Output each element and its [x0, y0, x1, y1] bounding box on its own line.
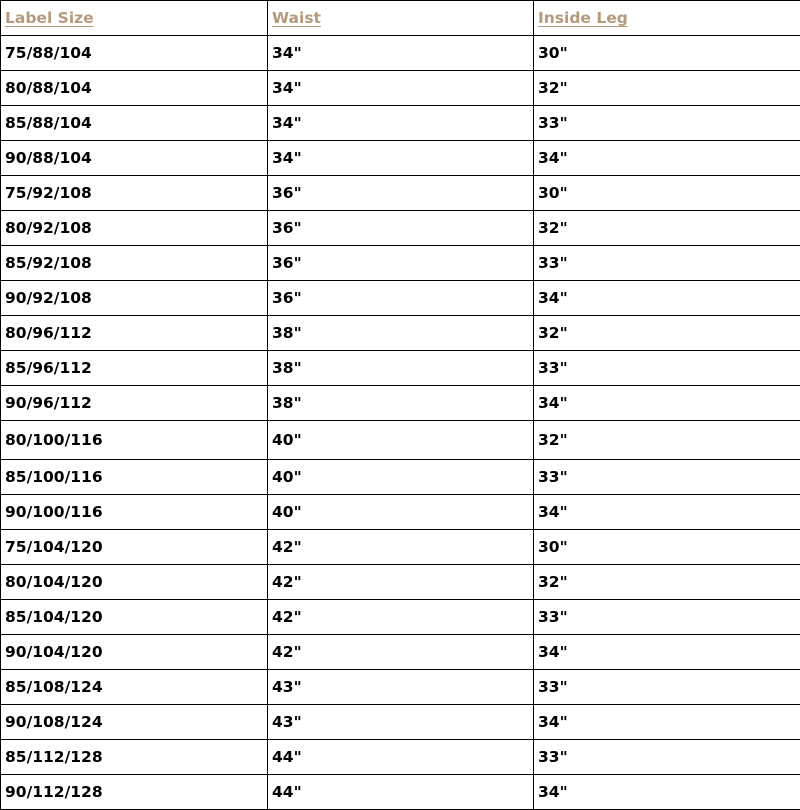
- cell-label-size: 75/104/120: [1, 530, 268, 565]
- table-row: [1, 176, 800, 211]
- cell-waist: 34": [268, 71, 534, 106]
- cell-label-size: 85/96/112: [1, 351, 268, 386]
- cell-waist: 44": [268, 740, 534, 775]
- cell-waist: 36": [268, 281, 534, 316]
- table-row: [1, 670, 800, 705]
- cell-inside-leg: 30": [534, 36, 800, 71]
- cell-inside-leg: 34": [534, 386, 800, 421]
- cell-label-size: 90/104/120: [1, 635, 268, 670]
- cell-inside-leg: 34": [534, 775, 800, 810]
- cell-waist: 36": [268, 246, 534, 281]
- table-row: [1, 740, 800, 775]
- cell-label-size: 90/108/124: [1, 705, 268, 740]
- cell-inside-leg: 33": [534, 460, 800, 495]
- cell-label-size: 90/92/108: [1, 281, 268, 316]
- cell-label-size: 80/88/104: [1, 71, 268, 106]
- table-row: [1, 316, 800, 351]
- cell-waist: 38": [268, 351, 534, 386]
- cell-label-size: 80/100/116: [1, 421, 268, 460]
- cell-inside-leg: 34": [534, 635, 800, 670]
- table-row: [1, 281, 800, 316]
- header-label-size: Label Size: [1, 1, 268, 36]
- table-row: [1, 460, 800, 495]
- cell-label-size: 90/100/116: [1, 495, 268, 530]
- cell-waist: 44": [268, 775, 534, 810]
- cell-inside-leg: 30": [534, 176, 800, 211]
- table-row: [1, 386, 800, 421]
- table-row: [1, 351, 800, 386]
- cell-label-size: 90/88/104: [1, 141, 268, 176]
- cell-label-size: 85/92/108: [1, 246, 268, 281]
- cell-label-size: 85/108/124: [1, 670, 268, 705]
- cell-label-size: 75/92/108: [1, 176, 268, 211]
- cell-inside-leg: 33": [534, 600, 800, 635]
- cell-inside-leg: 33": [534, 351, 800, 386]
- table-row: [1, 211, 800, 246]
- cell-label-size: 85/112/128: [1, 740, 268, 775]
- header-row: [1, 1, 800, 36]
- cell-inside-leg: 32": [534, 71, 800, 106]
- cell-waist: 34": [268, 141, 534, 176]
- cell-inside-leg: 34": [534, 281, 800, 316]
- cell-inside-leg: 33": [534, 246, 800, 281]
- table-row: [1, 36, 800, 71]
- cell-waist: 42": [268, 600, 534, 635]
- cell-label-size: 85/100/116: [1, 460, 268, 495]
- cell-inside-leg: 32": [534, 565, 800, 600]
- cell-label-size: 80/96/112: [1, 316, 268, 351]
- cell-waist: 43": [268, 705, 534, 740]
- table-row: [1, 421, 800, 460]
- cell-label-size: 90/112/128: [1, 775, 268, 810]
- cell-label-size: 85/88/104: [1, 106, 268, 141]
- cell-waist: 36": [268, 176, 534, 211]
- cell-waist: 40": [268, 421, 534, 460]
- cell-waist: 36": [268, 211, 534, 246]
- header-inside-leg: Inside Leg: [534, 1, 800, 36]
- size-chart-header: [1, 1, 800, 36]
- cell-label-size: 85/104/120: [1, 600, 268, 635]
- cell-inside-leg: 32": [534, 211, 800, 246]
- cell-waist: 38": [268, 316, 534, 351]
- table-row: [1, 565, 800, 600]
- cell-waist: 34": [268, 36, 534, 71]
- header-waist: Waist: [268, 1, 534, 36]
- table-row: [1, 775, 800, 810]
- table-row: [1, 600, 800, 635]
- cell-waist: 43": [268, 670, 534, 705]
- table-row: [1, 246, 800, 281]
- cell-waist: 40": [268, 460, 534, 495]
- cell-inside-leg: 33": [534, 740, 800, 775]
- cell-inside-leg: 34": [534, 495, 800, 530]
- table-row: [1, 495, 800, 530]
- cell-inside-leg: 32": [534, 316, 800, 351]
- table-row: [1, 705, 800, 740]
- cell-inside-leg: 32": [534, 421, 800, 460]
- table-row: [1, 635, 800, 670]
- cell-inside-leg: 33": [534, 670, 800, 705]
- cell-inside-leg: 34": [534, 141, 800, 176]
- cell-label-size: 80/92/108: [1, 211, 268, 246]
- table-row: [1, 71, 800, 106]
- cell-waist: 40": [268, 495, 534, 530]
- cell-waist: 34": [268, 106, 534, 141]
- cell-waist: 38": [268, 386, 534, 421]
- table-row: [1, 530, 800, 565]
- cell-label-size: 75/88/104: [1, 36, 268, 71]
- cell-inside-leg: 33": [534, 106, 800, 141]
- cell-waist: 42": [268, 635, 534, 670]
- cell-label-size: 90/96/112: [1, 386, 268, 421]
- cell-inside-leg: 30": [534, 530, 800, 565]
- table-row: [1, 106, 800, 141]
- cell-label-size: 80/104/120: [1, 565, 268, 600]
- cell-inside-leg: 34": [534, 705, 800, 740]
- cell-waist: 42": [268, 530, 534, 565]
- cell-waist: 42": [268, 565, 534, 600]
- table-row: [1, 141, 800, 176]
- size-chart-body: [1, 36, 800, 810]
